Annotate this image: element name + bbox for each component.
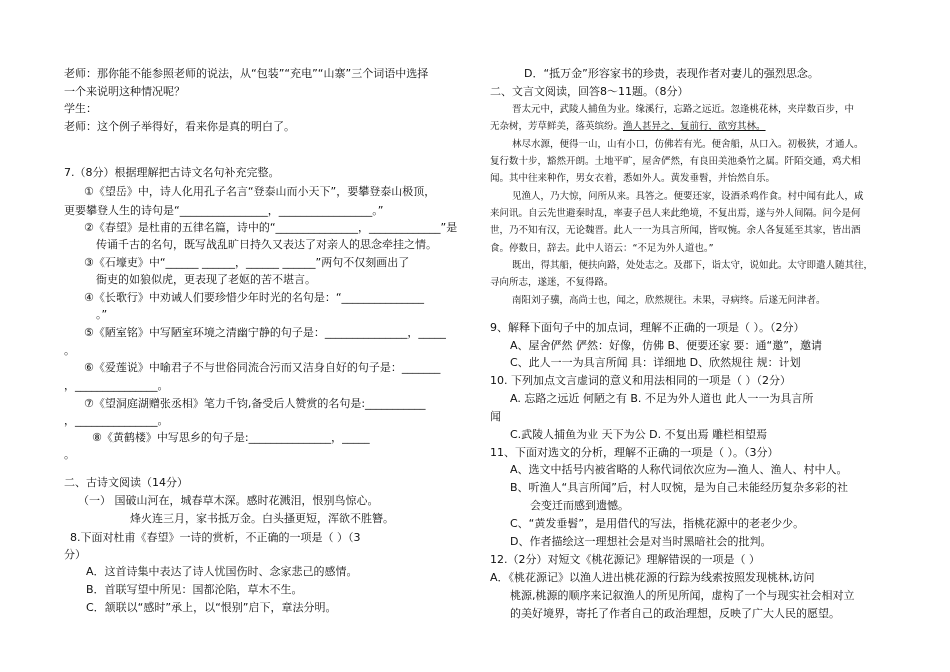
passage-text: 无杂树，芳草鲜美，落英缤纷。 <box>490 121 624 132</box>
q9-option: A、屋舍俨然 俨然：好像，仿佛 B、便要还家 要：通“邀”，邀请 <box>510 339 822 352</box>
q7-heading: 7.（8分）根据理解把古诗文名句补充完整。 <box>64 166 280 179</box>
q7-item: 衙吏的如狼似虎，更表现了老妪的苦不堪言。 <box>96 273 316 286</box>
q7-item: 。 <box>64 448 75 461</box>
q11-option: 会变迁而感到遗憾。 <box>530 499 629 512</box>
q8-option: D．“抵万金”形容家书的珍贵，表现作者对妻儿的强烈思念。 <box>524 67 819 80</box>
passage-line: 来问讯。自云先世避秦时乱，率妻子邑人来此绝境，不复出焉，遂与外人间隔。问今是何 <box>490 208 861 219</box>
section-heading: 二、文言文阅读，回答8～11题。（8分） <box>490 85 689 98</box>
q10-option: 闻 <box>490 410 501 423</box>
q7-item: ①《望岳》中，诗人化用孔子名言“登泰山而小天下”，要攀登泰山极顶， <box>84 185 436 198</box>
q11-heading: 11、下面对选文的分析，理解不正确的一项是（ ）。（3分） <box>490 446 779 459</box>
q10-option: C.武陵人捕鱼为业 天下为公 D. 不复出焉 雕栏相望焉 <box>510 428 768 441</box>
passage-line: 晋太元中，武陵人捕鱼为业。缘溪行，忘路之远近。忽逢桃花林，夹岸数百步，中 <box>512 104 855 115</box>
q11-option: B、听渔人“具言所闻”后，村人叹惋，是为自己未能经历复杂多彩的社 <box>510 481 848 494</box>
passage-line <box>490 120 766 134</box>
q12-option: A．《桃花源记》以渔人进出桃花源的行踪为线索按照发现桃林,访问 <box>490 571 815 584</box>
q7-item: 更要攀登人生的诗句是“________________，_________________。” <box>64 204 384 217</box>
section-heading: 二、古诗文阅读（14分） <box>64 476 188 489</box>
q8-heading: 分） <box>64 548 86 561</box>
q7-item: ⑤《陋室铭》中写陋室环境之清幽宁静的句子是：_______________，_____ <box>84 326 446 339</box>
passage-line: 南阳刘子骥，高尚士也，闻之，欣然规往。未果，寻病终。后遂无问津者。 <box>512 295 826 306</box>
passage-underlined: 渔人甚异之，复前行，欲穷其林。 <box>623 121 766 132</box>
q7-item: ②《春望》是杜甫的五律名篇，诗中的“_______________，_____________”是 <box>84 221 458 234</box>
passage-line: 林尽水源，便得一山，山有小口，仿佛若有光。便舍船，从口入。初极狭，才通人。 <box>512 139 864 150</box>
q10-option: A. 忘路之远近 何陋之有 B. 不足为外人道也 此人一一为具言所 <box>510 392 814 405</box>
q7-item: ⑥《爱莲说》中喻君子不与世俗同流合污而又洁身自好的句子是：_______ <box>84 361 441 374</box>
q7-item: ③《石壕吏》中“______ ______，______ ______”两句不仅刻画出了 <box>84 256 410 269</box>
q7-item: ④《长歌行》中劝诫人们要珍惜少年时光的名句是：“_______________ <box>84 291 425 304</box>
q10-heading: 10. 下列加点文言虚词的意义和用法相同的一项是（ ）（2分） <box>490 374 791 387</box>
q7-item: ⑦《望洞庭湖赠张丞相》笔力千钧,备受后人赞赏的名句是:___________ <box>84 397 426 410</box>
dialogue-line: 老师：这个例子举得好，看来你是真的明白了。 <box>64 120 295 133</box>
q7-item: 。 <box>64 344 75 357</box>
dialogue-line: 学生： <box>64 102 97 115</box>
q12-option: 桃源,桃源的顺序来记叙渔人的所见所闻，虚构了一个与现实社会相对立 <box>510 589 855 602</box>
passage-line: 既出，得其船，便扶向路，处处志之。及郡下，诣太守，说如此。太守即遣人随其往， <box>512 260 874 271</box>
q7-item: ，_______________。 <box>64 379 169 392</box>
q12-heading: 12.（2分）对短文《桃花源记》理解错误的一项是（ ） <box>490 553 760 566</box>
q8-heading: 8.下面对杜甫《春望》一诗的赏析，不正确的一项是（ ）（3 <box>70 531 361 544</box>
q7-item: ⑧《黄鹤楼》中写思乡的句子是:_______________，_____ <box>92 431 370 444</box>
q8-option: C．颔联以“感时”承上，以“恨别”启下，章法分明。 <box>86 601 337 614</box>
q12-option: 的美好境界，寄托了作者自己的政治理想，反映了广大人民的愿望。 <box>510 607 840 620</box>
q8-option: B．首联写望中所见：国都沦陷，草木不生。 <box>86 583 303 596</box>
q9-heading: 9、解释下面句子中的加点词，理解不正确的一项是（ ）。（2分） <box>490 321 805 334</box>
dialogue-line: 老师：那你能不能参照老师的说法，从“包装”“充电”“山寨”三个词语中选择 <box>64 67 429 80</box>
q7-item: ，_______________。 <box>64 414 169 427</box>
passage-line: 见渔人，乃大惊，问所从来。具答之。便要还家，设酒杀鸡作食。村中闻有此人，咸 <box>512 191 864 202</box>
q11-option: D、作者描绘这一理想社会是对当时黑暗社会的批判。 <box>510 535 772 548</box>
q8-option: A．这首诗集中表达了诗人忧国伤时、念家悲己的感情。 <box>86 565 358 578</box>
q11-option: A、选文中括号内被省略的人称代词依次应为—渔人、渔人、村中人。 <box>510 463 848 476</box>
poem-line: （一） 国破山河在，城春草木深。感时花溅泪，恨别鸟惊心。 <box>78 494 379 507</box>
passage-line: 复行数十步，豁然开朗。土地平旷，屋舍俨然，有良田美池桑竹之属。阡陌交通，鸡犬相 <box>490 156 861 167</box>
passage-line: 世，乃不知有汉，无论魏晋。此人一一为具言所闻，皆叹惋。余人各复延至其家，皆出酒 <box>490 225 861 236</box>
poem-line: 烽火连三月，家书抵万金。白头搔更短，浑欲不胜簪。 <box>130 512 394 525</box>
q7-item: 传诵千古的名句，既写战乱旷日持久又表达了对亲人的思念牵挂之情。 <box>96 238 437 251</box>
q7-item: 。” <box>96 308 108 321</box>
q9-option: C、此人一一为具言所闻 具：详细地 D、欣然规往 规：计划 <box>510 356 801 369</box>
dialogue-line: 一个来说明这种情况呢？ <box>64 85 185 98</box>
passage-line: 食。停数日，辞去。此中人语云：“不足为外人道也。” <box>490 243 714 254</box>
passage-line: 寻向所志，遂迷，不复得路。 <box>490 277 614 288</box>
passage-line: 闻。其中往来种作，男女衣着，悉如外人。黄发垂髫，并怡然自乐。 <box>490 173 776 184</box>
q11-option: C、“黄发垂髫”，是用借代的写法，指桃花源中的老老少少。 <box>510 517 805 530</box>
